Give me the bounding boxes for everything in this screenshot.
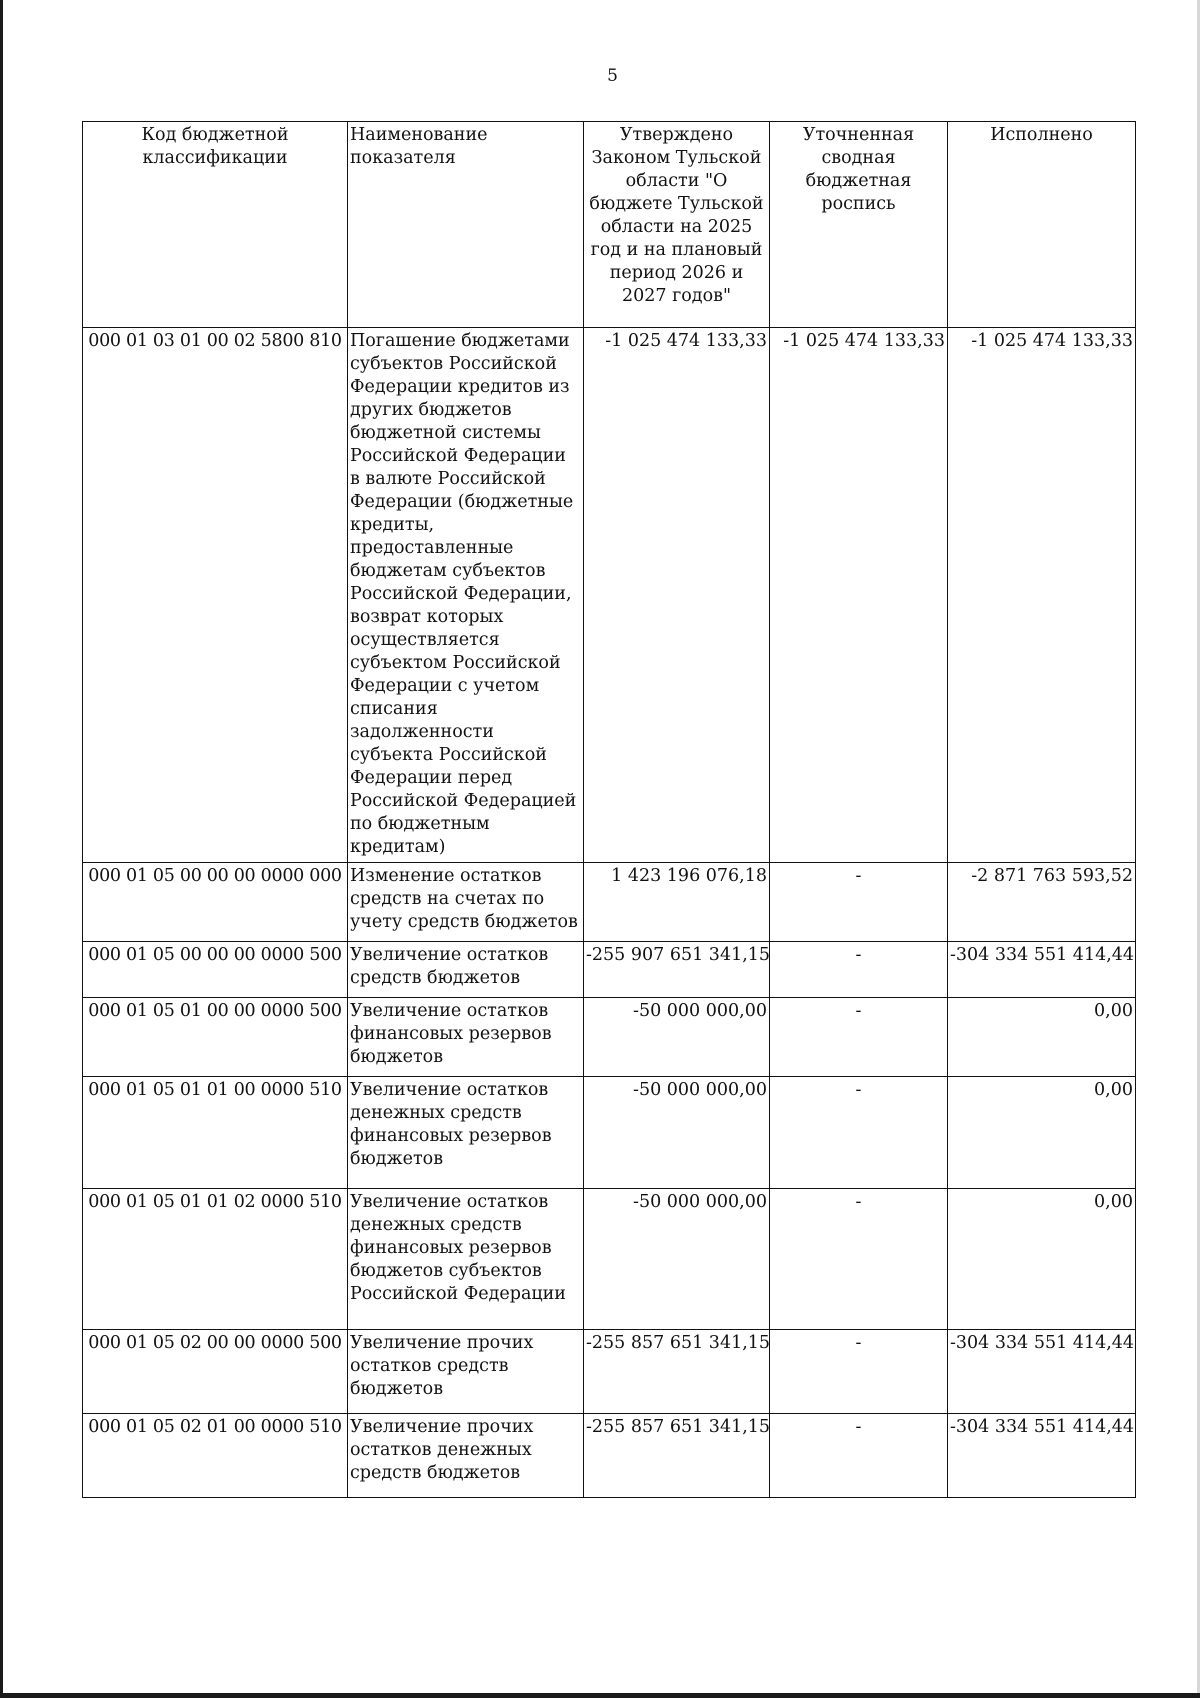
row-refined: -1 025 474 133,33	[770, 328, 948, 863]
row-executed: -2 871 763 593,52	[948, 863, 1136, 942]
header-approved: Утверждено Законом Тульской области "О бюджете Тульской области на 2025 год и на плановый период 2026 и 2027 годов"	[584, 122, 770, 328]
row-code: 000 01 05 02 01 00 0000 510	[83, 1414, 348, 1498]
row-name: Увеличение остатков денежных средств финансовых резервов бюджетов	[348, 1077, 584, 1189]
budget-table	[82, 121, 1136, 1498]
row-executed: -1 025 474 133,33	[948, 328, 1136, 863]
row-code: 000 01 05 02 00 00 0000 500	[83, 1330, 348, 1414]
table-row	[83, 1330, 1136, 1414]
row-code: 000 01 03 01 00 02 5800 810	[83, 328, 348, 863]
row-refined: -	[770, 1330, 948, 1414]
row-name: Увеличение остатков финансовых резервов бюджетов	[348, 998, 584, 1077]
row-code: 000 01 05 01 01 02 0000 510	[83, 1189, 348, 1330]
row-name: Изменение остатков средств на счетах по учету средств бюджетов	[348, 863, 584, 942]
row-code: 000 01 05 01 00 00 0000 500	[83, 998, 348, 1077]
page-number: 5	[607, 66, 618, 86]
row-name: Погашение бюджетами субъектов Российской Федерации кредитов из других бюджетов бюджетной системы Российской Федерации в валюте Российской Федерации (бюджетные кредиты, предоставленные бюджетам субъектов Российской Федерации, возврат которых осуществляется субъектом Российской Федерации с учетом списания задолженности субъекта Российской Федерации перед Российской Федерацией по бюджетным кредитам)	[348, 328, 584, 863]
table-row	[83, 863, 1136, 942]
row-refined: -	[770, 1414, 948, 1498]
row-refined: -	[770, 1189, 948, 1330]
table-row	[83, 1077, 1136, 1189]
table-row	[83, 998, 1136, 1077]
row-refined: -	[770, 998, 948, 1077]
row-executed: 0,00	[948, 1189, 1136, 1330]
row-name: Увеличение прочих остатков денежных средств бюджетов	[348, 1414, 584, 1498]
row-approved: -255 857 651 341,15	[584, 1414, 770, 1498]
row-refined: -	[770, 1077, 948, 1189]
row-code: 000 01 05 01 01 00 0000 510	[83, 1077, 348, 1189]
row-refined: -	[770, 942, 948, 998]
row-approved: -50 000 000,00	[584, 998, 770, 1077]
row-name: Увеличение остатков денежных средств финансовых резервов бюджетов субъектов Российской Федерации	[348, 1189, 584, 1330]
table-row	[83, 1189, 1136, 1330]
row-approved: -255 907 651 341,15	[584, 942, 770, 998]
row-refined: -	[770, 863, 948, 942]
row-executed: -304 334 551 414,44	[948, 942, 1136, 998]
scan-edge-left	[0, 0, 3, 1698]
row-approved: -50 000 000,00	[584, 1077, 770, 1189]
row-code: 000 01 05 00 00 00 0000 500	[83, 942, 348, 998]
row-executed: -304 334 551 414,44	[948, 1330, 1136, 1414]
row-executed: -304 334 551 414,44	[948, 1414, 1136, 1498]
table-row	[83, 942, 1136, 998]
row-name: Увеличение остатков средств бюджетов	[348, 942, 584, 998]
header-refined: Уточненная сводная бюджетная роспись	[770, 122, 948, 328]
row-approved: -1 025 474 133,33	[584, 328, 770, 863]
row-approved: -255 857 651 341,15	[584, 1330, 770, 1414]
row-name: Увеличение прочих остатков средств бюджетов	[348, 1330, 584, 1414]
row-executed: 0,00	[948, 1077, 1136, 1189]
row-executed: 0,00	[948, 998, 1136, 1077]
table-row	[83, 328, 1136, 863]
header-code: Код бюджетной классификации	[83, 122, 348, 328]
scan-edge-bottom	[0, 1693, 1200, 1698]
header-executed: Исполнено	[948, 122, 1136, 328]
row-approved: 1 423 196 076,18	[584, 863, 770, 942]
header-name: Наименование показателя	[348, 122, 584, 328]
table-row	[83, 1414, 1136, 1498]
row-code: 000 01 05 00 00 00 0000 000	[83, 863, 348, 942]
table-header-row	[83, 122, 1136, 328]
row-approved: -50 000 000,00	[584, 1189, 770, 1330]
